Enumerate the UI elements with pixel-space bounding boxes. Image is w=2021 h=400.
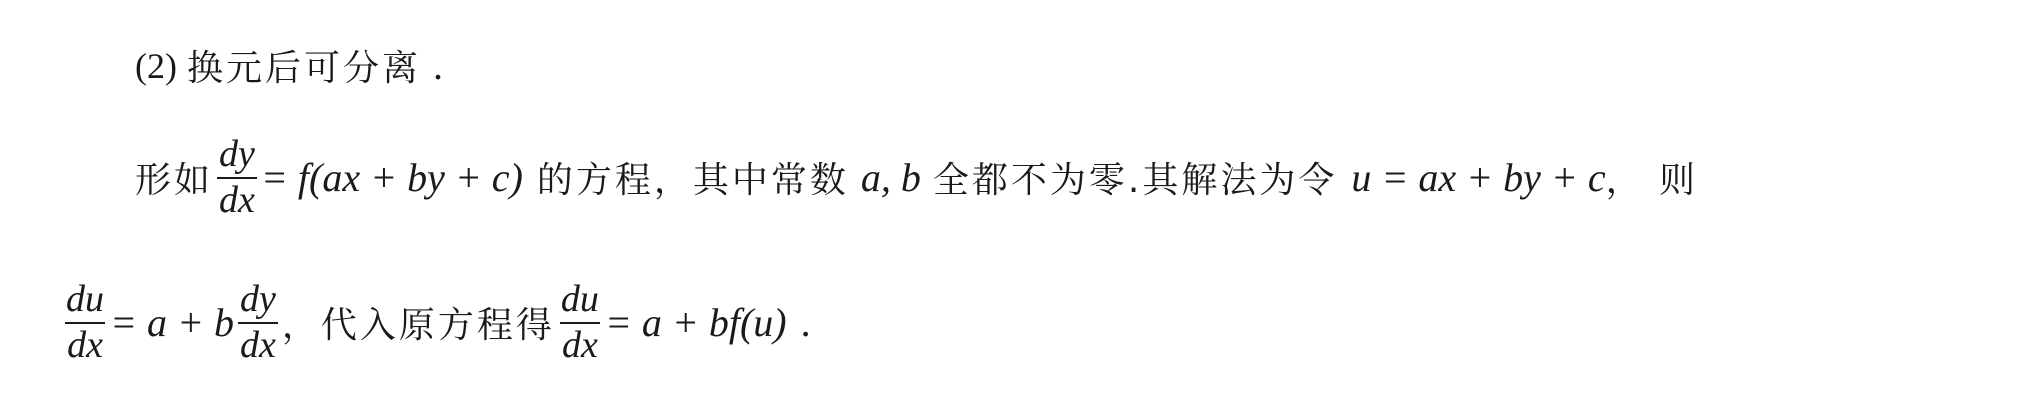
p1-intro: 形如 <box>135 160 214 202</box>
p2-mid-expression: = a + b <box>110 300 234 346</box>
p1-text-c: ， 则 <box>1605 160 1699 202</box>
p1-substitution: u = ax + by + c <box>1351 155 1606 201</box>
paragraph-2 <box>60 280 811 366</box>
p2-fraction-du-dx-2 <box>559 280 601 366</box>
p2-frac1-denominator: dx <box>67 323 103 366</box>
section-heading <box>135 40 443 91</box>
p2-text-a: ，代入原方程得 <box>281 305 555 347</box>
p2-frac1-numerator: du <box>66 278 104 320</box>
p1-frac-numerator: dy <box>219 133 255 175</box>
p1-text-a: 的方程，其中常数 <box>536 160 849 202</box>
p2-frac2-denominator: dx <box>239 323 276 366</box>
p2-end: . <box>800 300 811 346</box>
p1-equation-rhs: = f(ax + by + c) <box>260 155 523 201</box>
heading-text: 换元后可分离 <box>186 48 421 89</box>
p2-fraction-dy-dx <box>238 280 278 366</box>
p1-text-b: 全都不为零.其解法为令 <box>932 160 1338 202</box>
p1-fraction-dy-dx <box>217 135 257 221</box>
p2-frac3-denominator: dx <box>561 323 598 366</box>
heading-end: . <box>433 43 443 88</box>
heading-number: (2) <box>135 45 177 86</box>
p2-fraction-du-dx-1 <box>64 280 106 366</box>
p2-result: = a + bf(u) <box>604 300 787 346</box>
p1-constants: a, b <box>860 155 921 201</box>
p2-frac2-numerator: dy <box>239 278 276 320</box>
p2-frac3-numerator: du <box>560 278 599 320</box>
paragraph-1 <box>135 135 1698 221</box>
p1-frac-denominator: dx <box>219 178 255 221</box>
